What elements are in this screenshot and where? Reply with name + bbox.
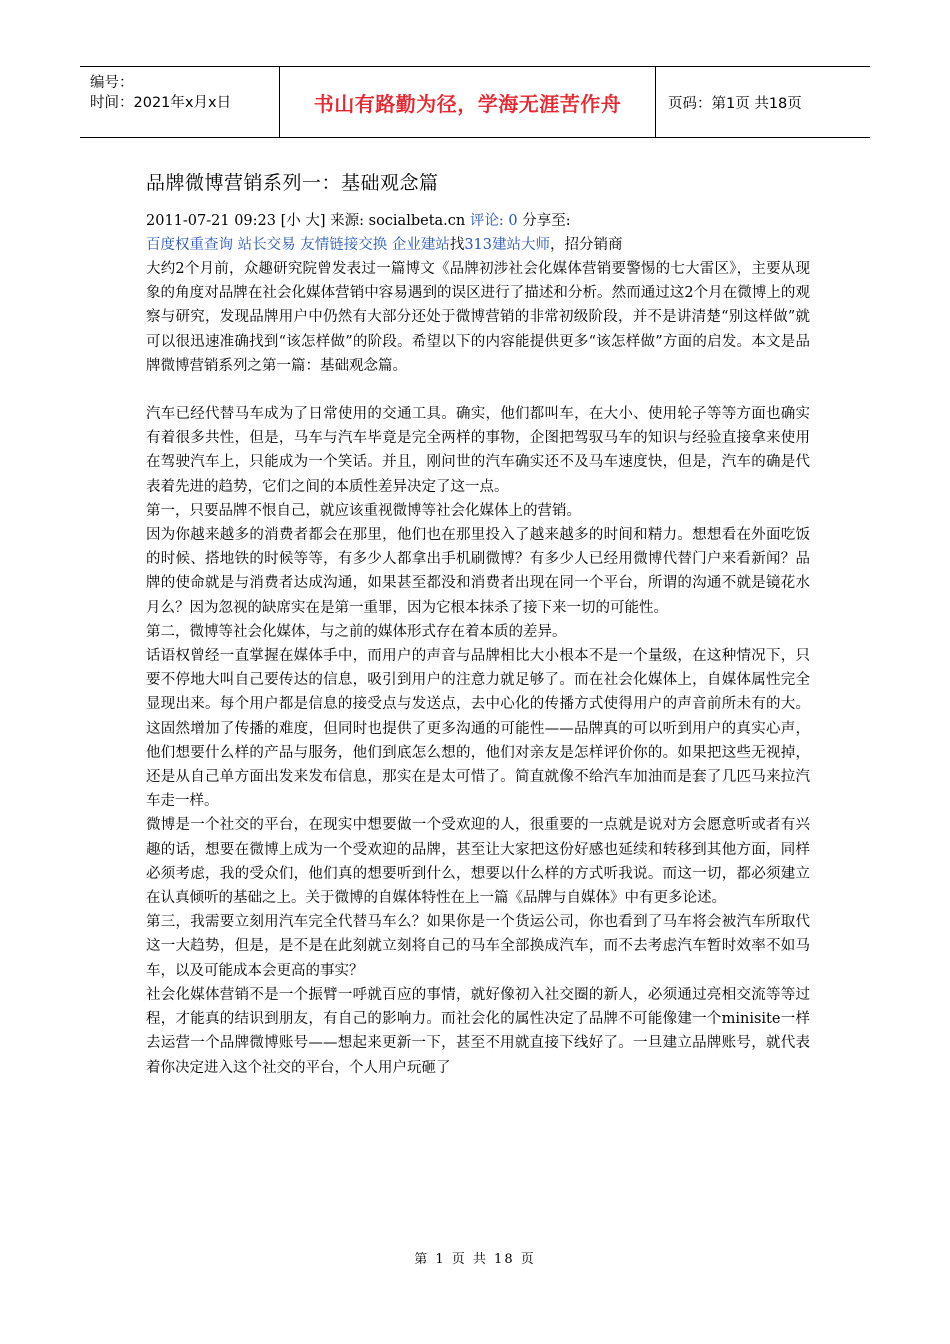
promo-text: 找 [449,237,465,253]
article-title: 品牌微博营销系列一：基础观念篇 [146,172,439,194]
paragraph-consumers: 因为你越来越多的消费者都会在那里，他们也在那里投入了越来越多的时间和精力。想想看在外面吃饭的时候、搭地铁的时候等等，有多少人都拿出手机刷微博？有多少人已经用微博代替门户来看新闻？品牌的使命就是与消费者达成沟通，如果甚至都没和消费者出现在同一个平台，所谓的沟通不就是镜花水月么？因为忽视的缺席实在是第一重罪，因为它根本抹杀了接下来一切的可能性。 [146,527,810,616]
page-header [80,66,870,138]
promo-link-313[interactable]: 313建站大师 [464,237,551,253]
promo-link-site-trade[interactable]: 站长交易 [237,237,296,253]
promo-link-site-build[interactable]: 企业建站 [391,237,450,253]
paragraph-car-analogy: 汽车已经代替马车成为了日常使用的交通工具。确实，他们都叫车，在大小、使用轮子等等方面也确实有着很多共性，但是，马车与汽车毕竟是完全两样的事物，企图把驾驭马车的知识与经验直接拿来使用在驾驶汽车上，只能成为一个笑话。并且，刚问世的汽车确实还不及马车速度快，但是，汽车的确是代表着先进的趋势，它们之间的本质性差异决定了这一点。 [146,406,810,495]
article-meta [146,209,810,233]
page-footer: 第 1 页 共 18 页 [414,1252,536,1267]
share-label: 分享至: [517,213,571,229]
header-motto: 书山有路勤为径，学海无涯苦作舟 [313,91,622,116]
paragraph-gap [146,378,810,402]
promo-links [146,233,810,257]
paragraph-point-two: 第二，微博等社会化媒体，与之前的媒体形式存在着本质的差异。 [146,623,567,640]
doc-number-label: 编号： [90,75,134,91]
promo-link-friend-exchange[interactable]: 友情链接交换 [300,237,388,253]
header-page-info: 页码：第1页 共18页 [668,95,802,112]
paragraph-social-marketing: 社会化媒体营销不是一个振臂一呼就百应的事情，就好像初入社交圈的新人，必须通过亮相交流等等过程，才能真的结识到朋友，有自己的影响力。而社会化的属性决定了品牌不可能像建一个minisite一样去运营一个品牌微博账号——想起来更新一下，甚至不用就直接下线好了。一旦建立品牌账号，就代表着你决定进入这个社交的平台，个人用户玩砸了 [146,986,810,1076]
meta-info: 2011-07-21 09:23 [小 大] 来源: socialbeta.cn [146,213,470,229]
doc-time-label: 时间：2021年x月x日 [90,95,232,111]
header-motto-cell [280,67,656,137]
promo-suffix: ，招分销商 [550,237,623,253]
article [146,168,810,1080]
paragraph-point-three: 第三，我需要立刻用汽车完全代替马车么？如果你是一个货运公司，你也看到了马车将会被汽车所取代这一大趋势，但是，是不是在此刻就立刻将自己的马车全部换成汽车，而不去考虑汽车暂时效率不如马车，以及可能成本会更高的事实？ [146,914,810,979]
paragraph-intro: 大约2个月前，众趣研究院曾发表过一篇博文《品牌初涉社会化媒体营销要警惕的七大雷区》，主要从现象的角度对品牌在社会化媒体营销中容易遇到的误区进行了描述和分析。然而通过这2个月在微博上的观察与研究，发现品牌用户中仍然有大部分还处于微博营销的非常初级阶段，并不是讲清楚“别这样做”就可以很迅速准确找到“该怎样做”的阶段。希望以下的内容能提供更多“该怎样做”方面的启发。本文是品牌微博营销系列之第一篇：基础观念篇。 [146,261,810,374]
paragraph-discourse: 话语权曾经一直掌握在媒体手中，而用户的声音与品牌相比大小根本不是一个量级，在这种情况下，只要不停地大叫自己要传达的信息，吸引到用户的注意力就足够了。而在社会化媒体上，自媒体属性完全显现出来。每个用户都是信息的接受点与发送点，去中心化的传播方式使得用户的声音前所未有的大。这固然增加了传播的难度，但同时也提供了更多沟通的可能性——品牌真的可以听到用户的真实心声，他们想要什么样的产品与服务，他们到底怎么想的，他们对亲友是怎样评价你的。如果把这些无视掉，还是从自己单方面出发来发布信息，那实在是太可惜了。简直就像不给汽车加油而是套了几匹马来拉汽车走一样。 [146,648,810,810]
paragraph-point-one: 第一，只要品牌不恨自己，就应该重视微博等社会化媒体上的营销。 [146,502,581,519]
header-info [80,67,280,137]
promo-link-baidu-weight[interactable]: 百度权重查询 [146,237,233,253]
paragraph-social-platform: 微博是一个社交的平台，在现实中想要做一个受欢迎的人，很重要的一点就是说对方会愿意听或者有兴趣的话，想要在微博上成为一个受欢迎的品牌，甚至让大家把这份好感也延续和转移到其他方面，同样必须考虑，我的受众们，他们真的想要听到什么，想要以什么样的方式听我说。而这一切，都必须建立在认真倾听的基础之上。关于微博的自媒体特性在上一篇《品牌与自媒体》中有更多论述。 [146,817,810,907]
comment-link[interactable]: 评论: 0 [469,213,518,229]
